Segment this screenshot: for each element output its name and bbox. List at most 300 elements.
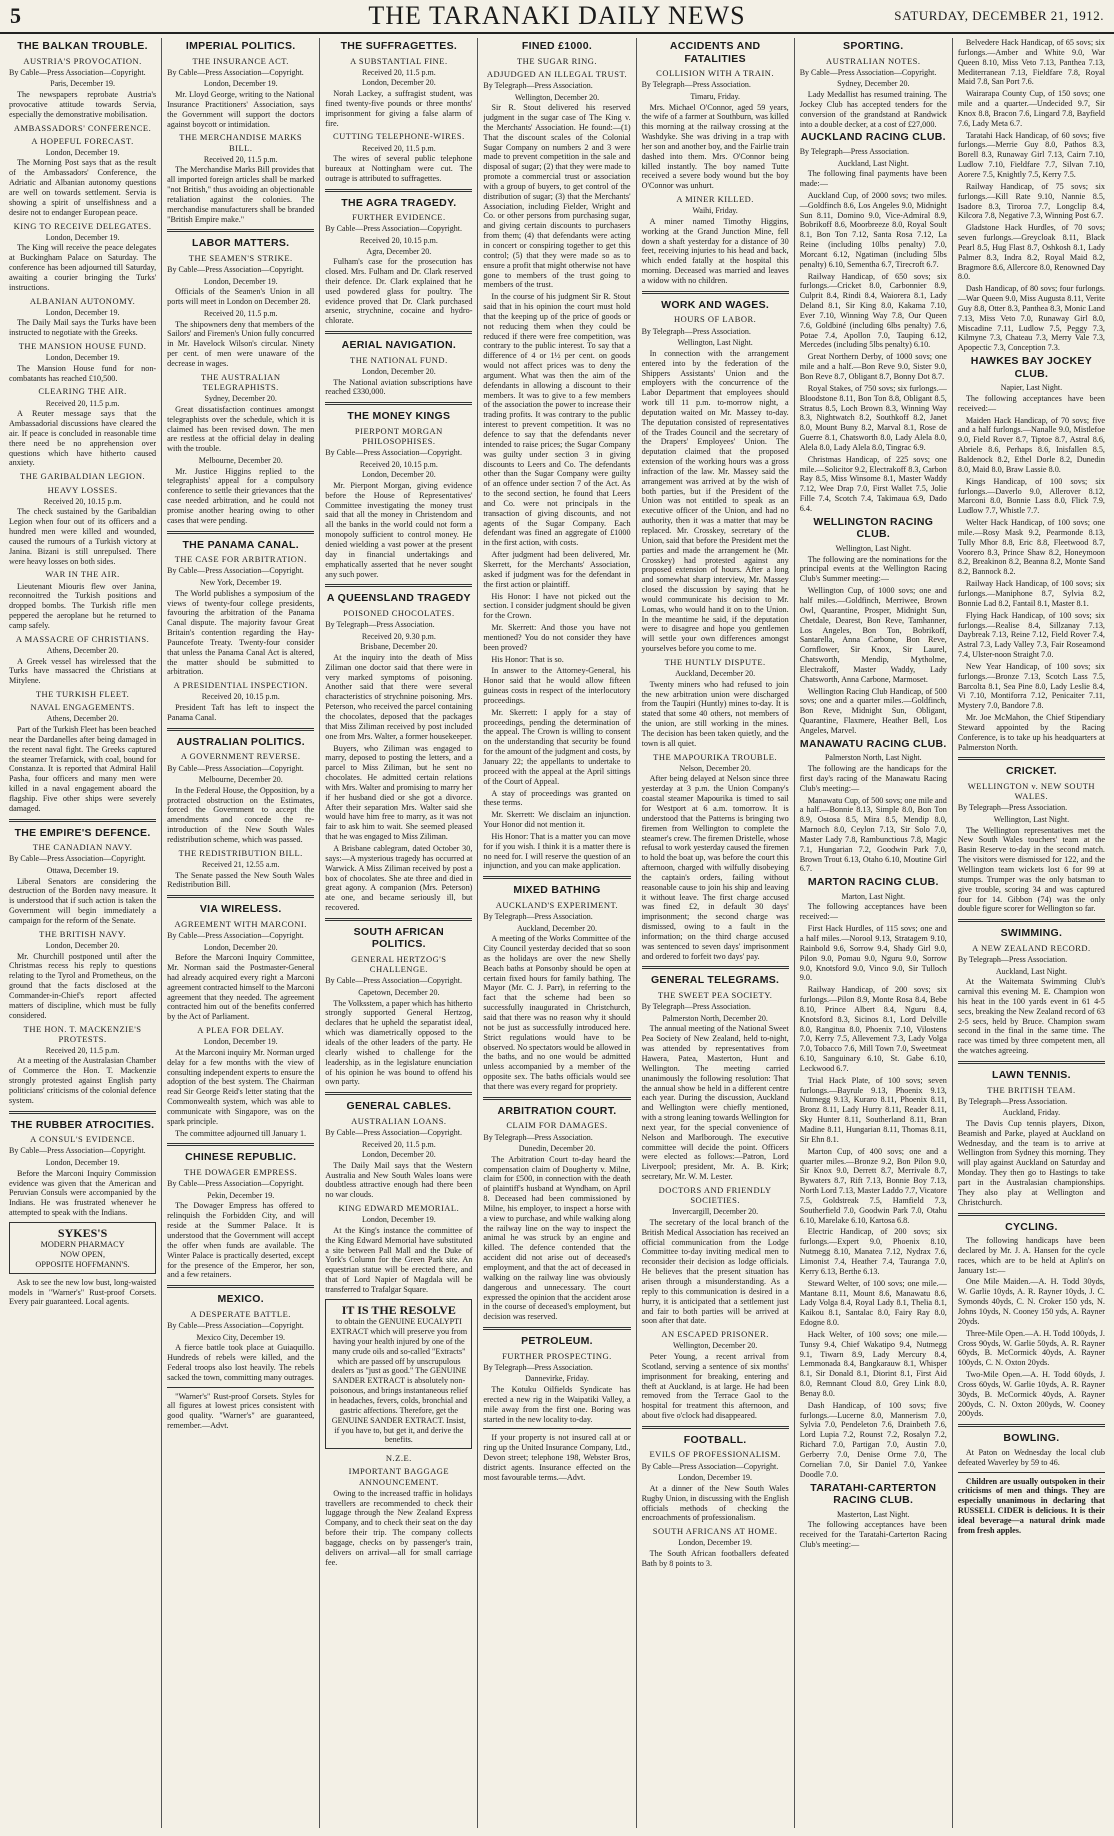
section-divider	[958, 1424, 1105, 1427]
dateline: Waihi, Friday.	[692, 206, 738, 216]
article-paragraph: Mr. Justice Higgins replied to the telegraphists' appeal for a compulsory conference to settle their grievances that the case needed arbitration, and he could not promise another hearing owing to other cases that were pending.	[167, 466, 315, 525]
dateline: Nelson, December 20.	[679, 763, 751, 773]
dateline: Sydney, December 20.	[204, 394, 277, 404]
dateline: Wellington, Last Night.	[835, 544, 911, 553]
article-paragraph: Mr. Skerrett: I apply for a stay of proceedings, pending the determination of the appeal. The Crown is willing to consent on the understanding that security be found for the amount of the judgment and costs, by January 22; the appellants to undertake to proceed with the appeal at the April sittings of the Court of Appeal.	[483, 707, 631, 786]
subheading: A GOVERNMENT REVERSE.	[180, 751, 301, 762]
section-divider	[325, 918, 472, 921]
article-paragraph: Auckland Cup, of 2000 sovs; two miles.—Goldfinch 8.6, Los Angeles 9.0, Midnight Sun 8.11, Domino 9.0, Vice-Admiral 8.9, Bobrikoff 8.6, Moorbreeze 8.0, Royal Soult 8.1, Bon Ton 7.12, Santa Rosa 7.12, La Reine (including 10lbs penalty) 7.0, Morcant 6.12, Ngatiman (including 5lbs penalty) 6.10, Sementha 6.7, Tirecroft 6.7.	[799, 190, 947, 269]
subheading: FURTHER EVIDENCE.	[352, 212, 446, 223]
subheading: THE TURKISH FLEET.	[35, 689, 130, 700]
article-paragraph: The Daily Mail says that the Western Australia and New South Wales loans were doubtless attractive enough had there been no war clouds.	[325, 1160, 473, 1200]
subheading: AUSTRALIAN LOANS.	[351, 1115, 447, 1126]
article-paragraph: The following acceptances have been received for the Taratahi-Carterton Racing Club's meeting:—	[799, 1520, 947, 1549]
article-paragraph: Christmas Handicap, of 225 sovs; one mile.—Solicitor 9.2, Electrakoff 8.3, Carbon Ray 8.5, Miss Winsome 8.1, Master Waddy 7.12, Wee Drap 7.0, First Wallet 7.5, Jolie Fille 7.4, Scotch 7.4, Takimaua 6.9, Dado 6.4.	[799, 454, 947, 513]
dateline: London, December 19.	[45, 353, 120, 363]
section-divider	[325, 189, 472, 192]
byline: By Telegraph—Press Association.	[957, 803, 1068, 813]
section-divider	[325, 402, 472, 405]
dateline: London, December 20.	[361, 78, 436, 88]
advertisement-text: Ask to see the new low bust, long-waisted models in "Warner's" Rust-proof Corsets. Every pair guaranteed. Local agents.	[9, 1277, 157, 1307]
article-paragraph: Flying Hack Handicap, of 100 sovs; six furlongs.—Realise 8.4, Sillzanay 7.13, Daybreak 7.13, Reine 7.12, Field Rover 7.4, Astral 7.3, Lady Valley 7.3, Fair Roseamond 7.4, Ulster-noon Straight 7.0.	[957, 610, 1105, 660]
section-divider	[483, 876, 630, 879]
article-paragraph: New Year Handicap, of 100 sovs; six furlongs.—Bronze 7.13, Scotch Lass 7.5, Barcolta 8.1, Sea Pine 8.0, Lady Leslie 8.4, Vi 7.10, Montiforra 7.12, Penicaiter 7.11, Mystery 7.0, Bandore 7.8.	[957, 661, 1105, 711]
subheading: THE HUNTLY DISPUTE.	[664, 656, 766, 667]
column-5	[637, 38, 795, 1828]
headline: A QUEENSLAND TRAGEDY	[326, 592, 471, 605]
article-paragraph: Sir R. Stout delivered his reserved judgment in the sugar case of The King v. the Merchants' Association. He found:—(1) That the discount scales of the Colonial Sugar Company on numbers 2 and 3 were made to prevent competition in the sale and disposal of sugar; (2) that they were made to promote a commercial trust or association with a group of buyers, to get control of the distribution of sugar; (3) that the Merchants' Association, including Fielder, Wright and Co. or other persons from purchasing sugar, and giving certain discounts to purchasers from them; (4) that defendants were acting in concert or conspiring together to get this control; (5) that they were made so as to ensure a profit that might otherwise not have gone to members of the trust going to members of the trust.	[483, 103, 631, 290]
dateline: London, December 19.	[45, 1158, 120, 1168]
dateline: London, December 19.	[678, 1473, 753, 1483]
article-paragraph: The following acceptances have been received:—	[957, 393, 1105, 413]
subheading: THE BRITISH NAVY.	[39, 928, 126, 939]
subheading: THE DOWAGER EMPRESS.	[184, 1167, 298, 1178]
byline: By Cable—Press Association—Copyright.	[325, 976, 462, 986]
ad-line: NOW OPEN,	[60, 1250, 106, 1260]
byline: By Cable—Press Association—Copyright.	[9, 1146, 146, 1156]
headline: SOUTH AFRICAN POLITICS.	[353, 925, 445, 951]
byline: By Telegraph—Press Association.	[641, 1002, 751, 1012]
subheading: PIERPONT MORGAN PHILOSOPHISES.	[354, 425, 443, 446]
article-paragraph: Electric Handicap, of 200 sovs; six furlongs.—Expert 9.0, Phoenix 8.10, Nutmegg 8.10, Manatea 7.12, Nydrax 7.6, Limonist 7.4, Heather 7.4, Tauranga 7.0, Kerry 6.13, Berthe 6.13.	[799, 1227, 947, 1276]
dateline: Received 20, 10.15 p.m.	[201, 692, 280, 702]
dateline: Received 20, 11.5 p.m.	[362, 67, 436, 77]
article-paragraph: The King will receive the peace delegates at Buckingham Palace on Saturday. The conference has been adjourned till Saturday, awaiting a courier bringing the Turks' instructions.	[9, 243, 157, 292]
byline: By Telegraph—Press Association.	[483, 1362, 593, 1372]
article-paragraph: The Wellington representatives met the New South Wales touchers' team at the Basin Reserve to-day in the second match. The visitors were dismissed for 122, and the Wellington team wickets lost 6 for 99 at stumps. Trumper was the only batsman to give trouble, scoring 34 and was captured four for 14. Gibbon (74) was the only double figure scorer for Wellington so far.	[957, 825, 1105, 914]
byline: By Telegraph—Press Association.	[641, 80, 751, 90]
byline: By Telegraph—Press Association.	[641, 326, 751, 336]
subheading: EVILS OF PROFESSIONALISM.	[649, 1449, 781, 1460]
headline: ARBITRATION COURT.	[497, 1104, 617, 1117]
subheading: CUTTING TELEPHONE-WIRES.	[332, 131, 465, 142]
section-divider	[958, 1061, 1105, 1064]
article-paragraph: A Reuter message says that the Ambassadorial discussions have cleared the air. If peace is concluded in reasonable time there need be no apprehension over questions which have hitherto caused anxiety.	[9, 409, 157, 468]
headline: FOOTBALL.	[683, 1433, 747, 1446]
byline: By Cable—Press Association—Copyright.	[641, 1461, 779, 1471]
dateline: Sydney, December 20.	[837, 79, 910, 89]
advertisement-text: "Warner's" Rust-proof Corsets. Styles for all figures at lowest prices consistent with good quality. "Warner's" are guaranteed, remember.—Advt.	[167, 1391, 315, 1431]
headline: THE BALKAN TROUBLE.	[17, 40, 148, 52]
divider	[167, 1387, 314, 1388]
subheading: AGREEMENT WITH MARCONI.	[174, 918, 307, 929]
section-divider	[167, 229, 314, 232]
dateline: Received 20, 10.15 p.m.	[359, 236, 438, 246]
article-paragraph: The wires of several public telephone bureaux at Nottingham were cut. The outrage is attributed to suffragettes.	[325, 154, 473, 183]
masthead	[0, 0, 1114, 34]
section-divider	[9, 819, 156, 822]
article-paragraph: The following handicaps have been declared by Mr. J. A. Hansen for the cycle races, which are to be held at Aplin's on January 1st:—	[957, 1236, 1105, 1275]
article-paragraph: The National aviation subscriptions have reached £330,000.	[325, 377, 473, 397]
dateline: Athens, December 20.	[46, 645, 119, 655]
article-paragraph: After being delayed at Nelson since three yesterday at 3 p.m. the Union Company's coastal steamer Mapourika is timed to sail for Westport at 6 a.m. tomorrow. It is understood that the Patterns is bringing two firemen from Wellington to complete the steamer's crew. The firemen Dristelle, whose refusal to work yesterday caused the firemen to hold the boat up, was before the court this afternoon, charged with wilfully disobeying the captain's orders, failing without reasonable cause to join his ship and leaving it without leave. The first charge accused was fined £2, in default 30 days' imprisonment; the second charge was dismissed, owing to a fault in the information; on the third charge accused was sentenced to seven days' imprisonment and ordered to forfeit two days' pay.	[641, 774, 789, 961]
section-divider	[167, 1143, 314, 1146]
article-paragraph: The South African footballers defeated Bath by 8 points to 3.	[641, 1549, 789, 1568]
headline: AUSTRALIAN POLITICS.	[176, 735, 305, 748]
article-paragraph: At the inquiry into the death of Miss Ziliman one doctor said that there were in very marked symptoms of poisoning. Another said that there were several characteristics of strychnine poisoning. Mrs. Peterson, who received the parcel containing the chocolates, deposed that the packages that Miss Ziliman received by post included one from Mrs. Walter, a former housekeeper.	[325, 652, 473, 741]
dateline: London, December 19.	[361, 1215, 436, 1225]
dateline: Auckland, Last Night.	[995, 966, 1067, 976]
dateline: London, December 19.	[678, 1538, 753, 1548]
byline: By Cable—Press Association—Copyright.	[9, 67, 146, 77]
headline: HAWKES BAY JOCKEY CLUB.	[970, 355, 1093, 380]
article-paragraph: The Davis Cup tennis players, Dixon, Beamish and Parke, played at Auckland on Wednesday, and the team is to arrive at Wellington from Sydney this morning. They will play against Auckland on Saturday and Monday. They then go to Hastings to take part in the Australasian championships. They also play at Wellington and Christchurch.	[957, 1118, 1105, 1207]
article-paragraph: A fierce battle took place at Guiaquillo. Hundreds of rebels were killed, and the Federal troops also lost heavily. The rebels sacked the town, committing many outrages.	[167, 1343, 315, 1382]
byline: By Telegraph—Press Association.	[325, 620, 435, 630]
article-paragraph: The following are the nominations for the principal events at the Wellington Racing Club's Summer meeting:—	[799, 554, 947, 584]
article-paragraph: In the Federal House, the Opposition, by a protracted obstruction on the Estimates, forced the Government to accept the amendments and concede the re-introduction of the New South Wales redistribution scheme, which was passed.	[167, 785, 315, 844]
article-paragraph: Lieutenant Miouris flew over Janina, reconnoitred the Turkish positions and dropped bombs. The Turkish rifle men peppered the aeroplane but he returned to camp safely.	[9, 581, 157, 630]
dateline: London, December 20.	[361, 366, 436, 376]
headline: FINED £1000.	[521, 40, 593, 52]
dateline: London, December 19.	[45, 147, 120, 157]
article-paragraph: Dash Handicap, of 100 sovs; five furlongs.—Lucerne 8.0, Mannerism 7.0, Sylvia 7.0, Pendeleton 7.6, Drainbeth 7.6, Lord Lupia 7.2, Rounst 7.2, Rosalyn 7.2, Richard 7.0, Partigan 7.0, Austin 7.0, Gerberry 7.0, Denise Orme 7.0, The Cornelian 7.0, Sir Daniel 7.0, Yankee Doodle 7.0.	[799, 1400, 947, 1479]
dateline: Received 20, 10.15 p.m.	[359, 459, 438, 469]
article-paragraph: A Brisbane cablegram, dated October 30, says:—A mysterious tragedy has occurred at Warwick. A Miss Ziliman received by post a box of chocolates. She ate three and died in great agony. A companion (Mrs. Peterson) ate one, and became seriously ill, but recovered.	[325, 843, 473, 913]
article-paragraph: Norah Lackey, a suffragist student, was fined twenty-five pounds or three months' imprisonment for giving a false alarm of fire.	[325, 88, 473, 128]
column-7	[953, 38, 1110, 1828]
headline: GENERAL TELEGRAMS.	[650, 974, 780, 987]
subheading: A PRESIDENTIAL INSPECTION.	[173, 680, 308, 691]
section-divider	[167, 895, 314, 898]
newspaper-columns	[0, 34, 1114, 1828]
headline: LAWN TENNIS.	[991, 1068, 1071, 1081]
dateline: Wellington, December 20.	[514, 92, 600, 102]
subheading: A DESPERATE BATTLE.	[190, 1308, 291, 1319]
subheading: HEAVY LOSSES.	[47, 484, 118, 495]
article-paragraph: The newspapers reprobate Austria's provocative attitude towards Servia, especially the demonstrative mobilisation.	[9, 89, 157, 119]
headline: PETROLEUM.	[521, 1335, 593, 1348]
column-1	[4, 38, 162, 1828]
article-paragraph: At the King's instance the committee of the King Edward Memorial have substituted a site between Pall Mall and the Duke of York's Column for the Green Park site. An equestrian statue will be erected there, and that of Lord Napier of Magdala will be transferred to Trafalgar Square.	[325, 1225, 473, 1294]
dateline: Invercargill, December 20.	[672, 1207, 759, 1217]
byline: By Cable—Press Association—Copyright.	[799, 67, 937, 77]
subheading: THE MERCHANDISE MARKS BILL.	[179, 132, 303, 153]
headline: THE AGRA TRAGEDY.	[341, 196, 457, 209]
article-paragraph: A Greek vessel has wirelessed that the Turks have massacred the Christians at Mitylene.	[9, 656, 157, 686]
advertisement	[9, 1222, 156, 1274]
article-paragraph: At the Marconi inquiry Mr. Norman urged delay for a few months with the view of consulting independent experts to ensure the adoption of the best system. The Chairman read Sir George Reid's letter stating that the Commonwealth system, which was able to communicate with Singapore, was on the spark principle.	[167, 1047, 315, 1126]
headline: SPORTING.	[843, 40, 904, 52]
article-paragraph: The Daily Mail says the Turks have been instructed to negotiate with the Greeks.	[9, 318, 157, 338]
section-divider	[642, 966, 789, 969]
article-paragraph: At the Waitemata Swimming Club's carnival this evening M. E. Champion won his heat in the 100 yards event in 61 4-5 secs, breaking the New Zealand record of 63 2-5 secs, held by Bruce. Champion swam second in the final in the same time. The race was timed by three competent men, all the watches agreeing.	[957, 977, 1105, 1056]
subheading: A CONSUL'S EVIDENCE.	[30, 1134, 135, 1145]
headline: THE MONEY KINGS	[347, 410, 451, 423]
section-divider	[958, 1213, 1105, 1216]
byline: By Telegraph—Press Association.	[483, 1132, 593, 1142]
headline: CHINESE REPUBLIC.	[185, 1151, 297, 1164]
dateline: Auckland, Friday.	[1002, 1108, 1061, 1118]
subheading: HOURS OF LABOR.	[673, 314, 757, 325]
headline: AERIAL NAVIGATION.	[341, 339, 457, 352]
article-paragraph: His Honor: That is so.	[491, 654, 564, 664]
subheading: POISONED CHOCOLATES.	[343, 607, 455, 618]
article-paragraph: In connection with the arrangement entered into by the federation of the Shippers Assistants' Union and the employers with the concurrence of the Labor Department that employees should work till 11 p.m. to-morrow night, a deputation waited on Mr. Massey to-day. The deputation consisted of representatives of the Trades Council and the secretary of the Drapers' Employees' Union. The deputation claimed that the proposed extension of the working hours was a gross infraction of the law. Mr. Massey said the arrangement was arrived at by the wish of both parties, but if the President of the Union was not entitled to speak as an executive officer of the Union, and had no authority, then it was a matter that may be replaced. Mr. Crosskey, secretary of the Union, said that before the President met the parties and made the arrangement he (Mr. Crosskey) had protested against any proposed extension of hours. After a long and somewhat sharp interview, Mr. Massey closed the discussion by saying that he would communicate his decision to Mr. Lomas, who would hand it on to the Union. In the meantime he said, if the deputation were to disagree and hope you gentlemen will settle your own differences amongst yourselves before you come to me.	[641, 348, 789, 654]
dateline: Received 20, 11.5 p.m.	[203, 309, 278, 319]
dateline: Received 20, 11.5 p.m.	[362, 143, 436, 153]
subheading: A MINER KILLED.	[676, 194, 754, 205]
ad-line: MODERN PHARMACY	[40, 1240, 125, 1250]
subheading: A NEW ZEALAND RECORD.	[972, 942, 1091, 953]
dateline: Pekin, December 19.	[207, 1190, 275, 1200]
dateline: Received 20, 10.15 p.m.	[43, 496, 122, 506]
dateline: Melbourne, December 20.	[198, 775, 283, 785]
headline: SWIMMING.	[1000, 927, 1063, 940]
subheading: SOUTH AFRICANS AT HOME.	[652, 1526, 778, 1537]
subheading: N.Z.E.	[385, 1453, 412, 1464]
headline: VIA WIRELESS.	[199, 903, 282, 916]
subheading: AUSTRALIAN NOTES.	[826, 55, 921, 66]
column-4	[478, 38, 636, 1828]
dateline: London, December 20.	[203, 942, 278, 952]
dateline: Ottawa, December 19.	[46, 866, 119, 875]
byline: By Cable—Press Association—Copyright.	[167, 1320, 304, 1330]
headline: THE RUBBER ATROCITIES.	[10, 1118, 155, 1131]
article-paragraph: The Mansion House fund for non-combatants has reached £10,500.	[9, 363, 157, 383]
headline: BOWLING.	[1003, 1432, 1060, 1445]
headline: THE SUFFRAGETTES.	[340, 40, 458, 52]
dateline: London, December 19.	[203, 1037, 278, 1047]
subheading: THE HON. T. MACKENZIE'S PROTESTS.	[23, 1023, 142, 1044]
byline: By Telegraph—Press Association.	[799, 146, 909, 156]
article-paragraph: The check sustained by the Garibaldian Legion when four out of its officers and a hundred men were killed and wounded, caused the rumours of a Turkish victory at Janina. Bizani is still unrepulsed. There were heavy losses on both sides.	[9, 507, 157, 566]
article-paragraph: Wairarapa County Cup, of 150 sovs; one mile and a quarter.—Undecided 9.7, Sir Knox 8.8, Bracon 7.6, Lingard 7.8, Bayfield 7.6, Lady Meta 6.7.	[957, 89, 1105, 128]
subheading: THE MAPOURIKA TROUBLE.	[653, 751, 778, 762]
article-paragraph: After judgment had been delivered, Mr. Skerrett, for the Merchants' Association, asked if judgment was for the defendant in the first action or plaintiff.	[483, 550, 631, 589]
article-paragraph: Royal Stakes, of 750 sovs; six furlongs.—Bloodstone 8.11, Bon Ton 8.8, Obligant 8.5, Stratus 8.5, Loch Brown 8.3, Winning Way 8.3, Nightwatch 8.2, Southkoff 8.2, Janet 8.0, Mount Buny 8.2, Marval 8.1, Rose de Guerre 8.1, Chatsworth 8.0, Lady Alela 8.0, Alela 8.0, Lady Alela 8.0, Tingrac 6.9.	[799, 383, 947, 452]
article-paragraph: The Merchandise Marks Bill provides that all imported foreign articles shall be marked "not British," thus avoiding an objectionable retaliation against the colonies. The merchandise manufacturers shall be branded "British Empire make."	[167, 165, 315, 224]
subheading: AMBASSADORS' CONFERENCE.	[13, 122, 152, 133]
article-paragraph: His Honor: That is a matter you can move for if you wish. I think it is a matter there is no need for. I will reserve the question of an injunction, and you can make application.	[483, 831, 631, 871]
article-paragraph: Mr. Lloyd George, writing to the National Insurance Practitioners' Association, says the Government will support the doctors against boycott or intimidation.	[167, 89, 315, 129]
subheading: THE NATIONAL FUND.	[350, 354, 448, 365]
section-divider	[483, 1097, 630, 1100]
newspaper-title: THE TARANAKI DAILY NEWS	[368, 1, 746, 30]
section-divider	[325, 1092, 472, 1095]
dateline: Napier, Last Night.	[1000, 383, 1063, 393]
section-divider	[325, 331, 472, 334]
dateline: Timaru, Friday.	[690, 91, 740, 101]
article-paragraph: Two-Mile Open.—A. H. Todd 60yds, J. Cross 60yds, W. Garlie 10yds, A. R. Rayner 30yds, B. McCormick 40yds, A. Rayner 200yds, C. N. Oxton 200yds, W. Cooney 200yds.	[957, 1370, 1105, 1419]
subheading: WELLINGTON v. NEW SOUTH WALES.	[967, 781, 1096, 802]
advertisement-text: If your property is not insured call at or ring up the United Insurance Company, Ltd., Devon street; telephone 198, Webster Bros, district agents. Insurance effected on the most favourable terms.—Advt.	[483, 1433, 631, 1482]
dateline: Masterton, Last Night.	[837, 1509, 910, 1519]
advertisement-text: Children are usually outspoken in their criticisms of men and things. They are especially unanimous in declaring that RUSSELL CIDER is delicious. It is their ideal beverage—a natural drink made from fresh apples.	[957, 1476, 1105, 1535]
page-number: 5	[10, 3, 21, 28]
dateline: Agra, December 20.	[366, 246, 432, 256]
article-paragraph: The secretary of the local branch of the British Medical Association has received an official communication from the Lodge Committee to-day inviting medical men to reconsider their decision as lodge officials. He believes that the present situation has arisen through a misunderstanding. As a reply to this communication is desired in a hurry, it is anticipated that a settlement just and fair to both parties will be arrived at soon after that date.	[641, 1217, 789, 1326]
article-paragraph: Mr. Churchill postponed until after the Christmas recess his reply to questions relating to the Tyrol and Prometheus, on the ground that the facts disclosed at the Commander-in-Chief's report affected matters of discipline, which must be fully considered.	[9, 951, 157, 1020]
article-paragraph: Maiden Hack Handicap, of 70 sovs; five and a half furlongs.—Nanalle 9.0, Mistlefoe 9.0, Field Rover 8.7, Tiptoe 8.7, Astral 8.6, Abriele 8.6, Perhaps 8.6, Inisfallen 8.5, Baldenock 8.2, Ethel Dorle 8.2, Dunedin 8.0, Maid 8.0, Braw Lassie 8.0.	[957, 415, 1105, 474]
article-paragraph: The Senate passed the New South Wales Redistribution Bill.	[167, 870, 315, 890]
article-paragraph: A stay of proceedings was granted on these terms.	[483, 788, 631, 808]
dateline: New York, December 19.	[200, 578, 282, 588]
section-divider	[325, 584, 472, 587]
subheading: FURTHER PROSPECTING.	[502, 1350, 612, 1361]
headline: MARTON RACING CLUB.	[807, 876, 939, 889]
article-paragraph: Wellington Cup, of 1000 sovs; one and half miles.—Goldfinch, Merriwee, Brown Owl, Quarantine, Prosper, Midnight Sun, Chetdale, Dearest, Bon Reve, Tamhanner, Los Angeles, Bon Ton, Bobrikoff, Santarella, Anna Carbone, Bon Reve, Cornflower, Sir Knox, Sir Laurel, Chatsworth, Mendip, Mytholme, Electrakoff, Master Waddy, Lady Chatsworth, Anna Carbone, Marmoset.	[799, 586, 947, 684]
section-divider	[958, 757, 1105, 760]
byline: By Cable—Press Association—Copyright.	[167, 931, 304, 940]
article-paragraph: At Paton on Wednesday the local club defeated Waverley by 59 to 46.	[957, 1447, 1105, 1467]
subheading: THE MANSION HOUSE FUND.	[18, 341, 147, 351]
article-paragraph: In answer to the Attorney-General, his Honor said that he would allow fifteen guineas costs in respect of the interlocutory proceedings.	[483, 666, 631, 705]
headline: MANAWATU RACING CLUB.	[799, 737, 947, 750]
article-paragraph: Railway Hack Handicap, of 100 sovs; six furlongs.—Maniphone 8.7, Sylvia 8.2, Bonnie Lad 8.2, Fantail 8.1, Master 8.1.	[957, 579, 1105, 608]
article-paragraph: Railway Handicap, of 75 sovs; six furlongs.—Kill Rate 9.10, Nannie 8.5, Isadore 8.3, Tiroroa 7.7, Longclip 8.4, Kilcora 7.8, Negative 7.3, Winning Post 6.7.	[957, 181, 1105, 221]
article-paragraph: The shipowners deny that members of the Sailors' and Firemen's Union fully concurred in Mr. Havelock Wilson's circular. Ninety per cent. of men were unaware of the decrease in wages.	[167, 319, 315, 368]
headline: THE PANAMA CANAL.	[182, 538, 299, 551]
headline: MIXED BATHING	[513, 884, 601, 897]
headline: AUCKLAND RACING CLUB.	[800, 131, 946, 144]
subheading: THE SEAMEN'S STRIKE.	[188, 252, 293, 263]
article-paragraph: Railway Handicap, of 200 sovs; six furlongs.—Pilon 8.9, Monte Rosa 8.4, Bebe 8.10, Prince Albert 8.4, Nguru 8.4, Knotsford 8.3, Sicinos 8.1, Lord Delville 8.0, Rangitua 8.0, Phoenix 7.10, Vilostens 7.0, Kerry 7.5, Allevement 7.3, Lady Volga 7.0, Tobacco 7.6, Mill Town 7.0, Sweetmeat 6.10, Sanguinary 6.10, St. Gabe 6.10, Leckwood 6.7.	[799, 985, 947, 1073]
article-paragraph: Great Northern Derby, of 1000 sovs; one mile and a half.—Bon Reve 9.0, Sister 9.0, Bon Reve 8.7, Obligant 8.7, Bonny Dot 8.7.	[799, 352, 947, 381]
subheading: ALBANIAN AUTONOMY.	[29, 295, 136, 306]
section-divider	[9, 1111, 156, 1114]
dateline: Dannevirke, Friday.	[525, 1374, 589, 1384]
subheading: NAVAL ENGAGEMENTS.	[30, 702, 135, 713]
article-paragraph: Mr. Skerrett: And those you have not mentioned? You do not consider they have been proved?	[483, 623, 631, 652]
byline: By Telegraph—Press Association.	[483, 912, 593, 922]
article-paragraph: Wellington Racing Club Handicap, of 500 sovs; one and a quarter miles.—Goldfinch, Bon Reve, Midnight Sun, Obligant, Quarantine, Flaxmere, Heather Bell, Los Angeles, Marvel.	[799, 686, 947, 735]
article-paragraph: Liberal Senators are considering the destruction of the Borden navy measure. It is understood that if such action is taken the Government will begin immediately a campaign for the reform of the Senate.	[9, 876, 157, 925]
byline: By Cable—Press Association—Copyright.	[325, 1128, 462, 1137]
subheading: A MASSACRE OF CHRISTIANS.	[15, 633, 150, 644]
article-paragraph: The Volksstem, a paper which has hitherto strongly supported General Hertzog, declares that he upheld the separatist ideal, which was diametrically opposed to the ideals of the other leaders of the party. He clearly wished to challenge for the leadership, as in the legislature enunciation of his opinion he was bound to offend his own party.	[325, 998, 473, 1087]
subheading: THE CANADIAN NAVY.	[32, 842, 133, 853]
dateline: Received 20, 9.30 p.m.	[361, 631, 436, 641]
article-paragraph: Mr. Joe McMahon, the Chief Stipendiary Steward appointed by the Racing Conference, is to take up his headquarters at Palmerston North.	[957, 713, 1105, 752]
article-paragraph: Owing to the increased traffic in holidays travellers are recommended to check their luggage through the New Zealand Express Company, and to check their seat on the day before their trip. The company collects baggage, checks on by passenger's train, delivers on arrival—all for small carriage fee.	[325, 1488, 473, 1567]
article-paragraph: The Dowager Empress has offered to relinquish the Forbidden City, and will reside at the Summer Palace. It is understood that the Government will accept the offer when funds are available. The Winter Palace is practically deserted, except for the presence of the Emperor, her son, and a few retainers.	[167, 1201, 315, 1280]
subheading: A HOPEFUL FORECAST.	[31, 135, 134, 146]
dateline: London, December 19.	[45, 307, 120, 317]
article-paragraph: Buyers, who Ziliman was engaged to marry, deposed to posting the letters, and a parcel to Miss Ziliman, but he sent no chocolates. He admitted certain relations with Mrs. Walter and promising to marry her if her husband died or she got a divorce. After their separation Mrs. Walter said she would have him free to marry, as it was not fair to ask him to wait. She seemed pleased that he was engaged to Miss Ziliman.	[325, 743, 473, 842]
article-paragraph: Manawatu Cup, of 500 sovs; one mile and a half.—Bonnie 8.13, Simple 8.0, Bon Ton 8.9, Ostosa 8.5, Mira 8.5, Mendip 8.0, Marnoch 8.0, Ceylon 7.13, Sir Solo 7.0, Master Lady 7.8, Rambunctious 7.8, Magic 7.1, Hungarian 7.2, Goodwin Park 7.0, Brown Trout 6.13, Otaho 6.10, Moutine Girl 6.7.	[799, 795, 947, 874]
subheading: A SUBSTANTIAL FINE.	[350, 55, 448, 66]
dateline: Received 20, 11.5 p.m.	[362, 1139, 436, 1149]
byline: By Cable—Press Association—Copyright.	[167, 67, 304, 77]
article-paragraph: Railway Handicap, of 650 sovs; six furlongs.—Cricket 8.0, Carbonnier 8.9, Culprit 8.4, Rindi 8.4, Waiorera 8.1, Lady Deland 8.1, Sir King 8.0, Kakama 7.10, Ever 7.10, Winning Way 7.8, Our Queen 7.6, Goldbiné (including 6lbs penalty) 7.6, Potae 7.4, Apollon 7.0, Tauping 6.12, Mercedes (including 5lbs penalty) 6.10.	[799, 271, 947, 350]
ad-body: to obtain the GENUINE EUCALYPTI EXTRACT which will preserve you from having your health injured by one of the many crude oils and so-called "Extracts" which are passed off by unscrupulous dealers as "just as good." The GENUINE SANDER EXTRACT is absolutely non-poisonous, and brings instantaneous relief in headaches, fevers, colds, bronchial and gastric affections. Therefore, get the GENUINE SANDER EXTRACT. Insist, if you have to, but get it, and derive the benefits.	[330, 1317, 468, 1445]
article-paragraph: One Mile Maiden.—A. H. Todd 30yds, W. Garlie 10yds, A. R. Rayner 10yds, J. C. Symonds 40yds, C. N. Croker 150 yds, N. Johns 10yds, N. Cooney 150 yds, A. Rayner 20yds.	[957, 1277, 1105, 1326]
dateline: Auckland, December 20.	[675, 669, 756, 679]
dateline: Auckland, December 20.	[517, 923, 597, 933]
subheading: A PLEA FOR DELAY.	[197, 1025, 285, 1036]
article-paragraph: Welter Hack Handicap, of 100 sovs; one mile.—Rosy Mask 9.2, Pearmonde 8.13, Tully Mhor 8.8, Eric 8.8, Fleetwood 8.7, Voorero 8.3, Prince Shaw 8.2, Honeymoon 8.2, Breakinon 8.2, Beanna 8.2, Monte Sand 8.2, Bannock 8.2.	[957, 518, 1105, 577]
dateline: London, December 19.	[203, 276, 278, 286]
headline: TARATAHI-CARTERTON RACING CLUB.	[810, 1481, 937, 1507]
column-2	[162, 38, 320, 1828]
article-paragraph: First Hack Hurdles, of 115 sovs; one and a half miles.—Norool 9.13, Stratagem 9.10, Rainbold 9.6, Sorrow 9.4, Shady Girl 9.0, Pilon 9.0, Pomau 9.0, Nguru 9.0, Sorrow 9.0, Knotsford 9.0, Vinco 9.0, Sir Tulloch 9.0.	[799, 924, 947, 983]
headline: LABOR MATTERS.	[192, 237, 290, 250]
subheading: THE AUSTRALIAN TELEGRAPHISTS.	[200, 371, 281, 393]
article-paragraph: The committee adjourned till January 1.	[175, 1128, 307, 1138]
dateline: Received 20, 11.5 p.m.	[45, 1045, 120, 1055]
dateline: London, December 20.	[361, 470, 436, 480]
advertisement	[325, 1299, 472, 1449]
article-paragraph: A meeting of the Works Committee of the City Council yesterday decided that so soon as the holidays are over the new Shelly Beach baths at Ponsonby should be open at certain fixed hours for family bathing. The Mayor (Mr. C. J. Parr), in referring to the fact that the scheme had been so successfully inaugurated in Christchurch, said that there was no reason why it should not be just as successfully introduced here. Strict regulations would have to be observed. No spectators would be allowed in the baths, and no one would be admitted unless accompanied by a member of the opposite sex. The baths officials would see that there was every regard for propriety.	[483, 934, 631, 1091]
article-paragraph: Gladstone Hack Hurdles, of 70 sovs; seven furlongs.—Greycloak 8.11, Black Pearl 8.5, Hug Flast 8.7, Oshkosh 8.1, Lady Palmer 8.3, Indra 8.2, Royal Maid 8.2, Bragmore 8.6, Allercore 8.0, Renowned Day 8.0.	[957, 223, 1105, 282]
article-paragraph: A miner named Timothy Higgins, working at the Grand Junction Mine, fell down a shaft yesterday for a distance of 30 feet, receiving injuries to his head and back, which ended fatally at the hospital this morning. Deceased was married and leaves a widow with no children.	[641, 216, 789, 285]
article-paragraph: President Taft has left to inspect the Panama Canal.	[167, 703, 315, 722]
byline: By Cable—Press Association—Copyright.	[167, 763, 304, 773]
dateline: Capetown, December 20.	[358, 988, 440, 998]
dateline: Wellington, December 20.	[673, 1341, 758, 1351]
article-paragraph: Before the Marconi Inquiry Committee, Mr. Norman said the Postmaster-General had already acquired every right a Marconi agreement contracted himself to the Marconi agreement that they needed. The agreement contracted him out of the benefits conferred by the Act of Parliament.	[167, 953, 315, 1022]
article-paragraph: Three-Mile Open.—A. H. Todd 100yds, J. Cross 90yds, W. Garlie 50yds, A. R. Rayner 60yds, B. McCormick 40yds, A. Rayner 100yds, C. N. Oxton 20yds.	[957, 1328, 1105, 1368]
divider	[958, 1472, 1105, 1473]
dateline: London, December 20.	[45, 941, 120, 950]
article-paragraph: Before the Marconi Inquiry Commission evidence was given that the American and Peruvian Consuls were accompanied by the Indians. He was frustrated whenever he attempted to speak with the Indians.	[9, 1168, 157, 1218]
article-paragraph: Twenty miners who had refused to join the new arbitration union were discharged from the Taupiri (Huntly) mines to-day. It is stated that some 40 others, not members of the union, are still working in the mines. The decision has been taken quietly, and the town is all quiet.	[641, 679, 789, 748]
article-paragraph: Peter Young, a recent arrival from Scotland, serving a sentence of six months' imprisonment for breaking, entering and theft at Auckland, is at large. He had been removed from the Terrace Gaol to the hospital for treatment this afternoon, and about five o'clock had disappeared.	[641, 1351, 789, 1421]
subheading: KING EDWARD MEMORIAL.	[338, 1203, 460, 1214]
headline: THE EMPIRE'S DEFENCE.	[14, 826, 151, 839]
subheading: THE GARIBALDIAN LEGION.	[20, 471, 146, 482]
section-divider	[642, 291, 789, 294]
subheading: KING TO RECEIVE DELEGATES.	[13, 220, 152, 231]
headline: GENERAL CABLES.	[346, 1100, 452, 1113]
subheading: IMPORTANT BAGGAGE ANNOUNCEMENT.	[348, 1466, 450, 1487]
article-paragraph: The World publishes a symposium of the views of twenty-four college presidents, favouring the arbitration of the Panama Canal dispute. The majority favour Great Britain's contention regarding the Hay-Pauncefote Treaty. Twenty-four consider that unless the Panama Canal Act is altered, the matter should be submitted to arbitration.	[167, 588, 315, 677]
article-paragraph: Belvedere Hack Handicap, of 65 sovs; six furlongs.—Amber and White 9.0, War Queen 8.10, Miss Veto 7.13, Panthea 7.13, Mediterranean 7.13, Fieldfare 7.8, Royal Maid 7.8, San Port 7.6.	[957, 38, 1105, 87]
dateline: Palmerston North, Last Night.	[824, 753, 922, 763]
dateline: Palmerston North, December 20.	[662, 1013, 768, 1023]
headline: MEXICO.	[217, 1293, 264, 1306]
column-3	[320, 38, 478, 1828]
section-divider	[167, 531, 314, 534]
byline: By Cable—Press Association—Copyright.	[325, 448, 462, 458]
subheading: AUCKLAND'S EXPERIMENT.	[495, 899, 619, 910]
subheading: THE SUGAR RING.	[516, 55, 597, 66]
dateline: Paris, December 19.	[50, 79, 115, 89]
article-paragraph: Fulham's case for the prosecution has closed. Mrs. Fulham and Dr. Clark reserved their defence. Dr. Clark explained that he used powdered glass for poultry. The evidence proved that Dr. Clark purchased arsenic, strychnine, cocaine and hydro-chlorate.	[325, 257, 473, 326]
byline: By Telegraph—Press Association.	[957, 955, 1068, 964]
dateline: Wellington, Last Night.	[993, 815, 1070, 825]
article-paragraph: Trial Hack Plate, of 100 sovs; seven furlongs.—Bayrule 9.13, Phoenix 9.13, Nutmegg 9.13, Kuraro 8.11, Phoenix 8.11, Bronz 8.11, Lady Hurry 8.11, Reader 8.11, Sky Hunter 8.11, Southerland 8.11, Bran Madine 8.11, Hungarian 8.11, Thomas 8.11, Sir Ehn 8.1.	[799, 1075, 947, 1144]
ad-title: IT IS THE RESOLVE	[341, 1302, 456, 1317]
headline: WORK AND WAGES.	[661, 298, 770, 311]
dateline: London, December 20.	[361, 1150, 436, 1160]
subheading: ADJUDGED AN ILLEGAL TRUST.	[486, 68, 628, 79]
byline: By Cable—Press Association—Copyright.	[167, 1179, 304, 1189]
dateline: Received 20, 11.5 p.m.	[45, 398, 120, 408]
article-paragraph: Mr. Pierpont Morgan, giving evidence before the House of Representatives' Committee investigating the money trust said that all the money in Christendom and all the banks in the world could not form a monopoly sufficient to control money. He denied wielding a vast power at the present day in financial undertakings and emphatically asserted that he never sought any such power.	[325, 480, 473, 579]
article-paragraph: His Honor: I have not picked out the section. I consider judgment should be given for the Crown.	[483, 591, 631, 621]
issue-date: SATURDAY, DECEMBER 21, 1912.	[894, 8, 1104, 23]
dateline: Auckland, Last Night.	[837, 158, 909, 168]
dateline: Athens, December 20.	[46, 714, 119, 724]
subheading: CLEARING THE AIR.	[38, 386, 127, 397]
article-paragraph: The following acceptances have been received:—	[799, 902, 947, 922]
article-paragraph: Steward Welter, of 100 sovs; one mile.—Mantane 8.11, Mount 8.6, Manawatu 8.6, Lady Volga 8.4, Royal Lady 8.1, Thelia 8.1, Kaikou 8.1, Santalac 8.0, Fairy Ray 8.0, Edogne 8.0.	[799, 1278, 947, 1328]
subheading: THE INSURANCE ACT.	[192, 55, 289, 66]
dateline: Wellington, Last Night.	[677, 338, 753, 348]
article-paragraph: The Kotuku Oilfields Syndicate has erected a new rig in the Waipatiki Valley, a mile away from the first one. Boring was started in the new locality to-day.	[483, 1385, 631, 1424]
headline: CRICKET.	[1006, 765, 1057, 778]
headline: IMPERIAL POLITICS.	[185, 40, 296, 52]
article-paragraph: The Morning Post says that as the result of the Ambassadors' Conference, the Adriatic and Albanian autonomy questions are well on towards settlement. Servia is showing a spirit of unselfishness and a desire not to endanger European peace.	[9, 158, 157, 217]
section-divider	[958, 919, 1105, 922]
dateline: Received 20, 11.5 p.m.	[203, 154, 278, 164]
section-divider	[483, 1327, 630, 1330]
divider	[483, 1428, 630, 1429]
subheading: GENERAL HERTZOG'S CHALLENGE.	[351, 954, 447, 975]
headline: CYCLING.	[1005, 1220, 1058, 1233]
